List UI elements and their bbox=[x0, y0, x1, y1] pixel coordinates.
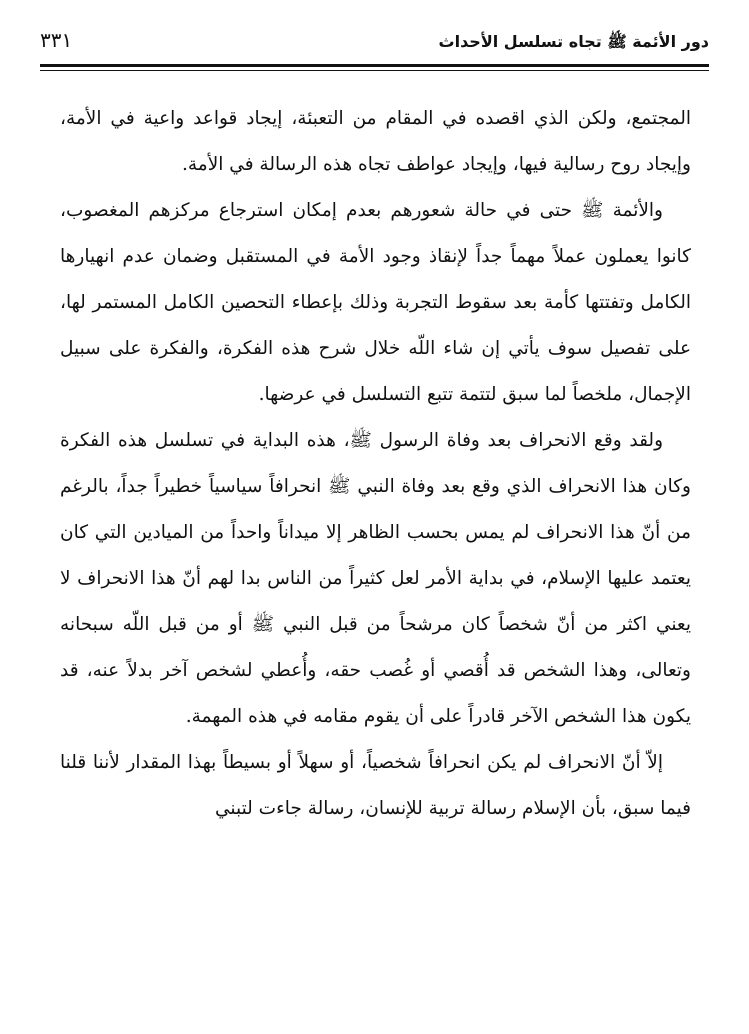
running-title: دور الأئمة ﷺ تجاه تسلسل الأحداث bbox=[438, 32, 709, 51]
header-rule-thick bbox=[40, 64, 709, 67]
paragraph: المجتمع، ولكن الذي اقصده في المقام من التعبئة، إيجاد قواعد واعية في الأمة، وإيجاد روح رسالية فيها، وإيجاد عواطف تجاه هذه الرسالة في الأمة. bbox=[60, 108, 691, 175]
header-rule-thin bbox=[40, 70, 709, 71]
paragraph: والأئمة ﷺ حتى في حالة شعورهم بعدم إمكان استرجاع مركزهم المغصوب، كانوا يعملون عملاً مهماً جداً لإنقاذ وجود الأمة في المستقبل وضمان عدم انهيارها الكامل وتفتتها كأمة بعد سقوط التجربة وذلك بإعطاء التحصين الكامل المستمر لها، على تفصيل سوف يأتي إن شاء اللّه خلال شرح هذه الفكرة، والفكرة على سبيل الإجمال، ملخصاً لما سبق لتتمة تتبع التسلسل في عرضها. bbox=[60, 200, 691, 405]
body-text bbox=[60, 96, 691, 832]
page-header bbox=[40, 18, 709, 62]
paragraph: إلاّ أنّ الانحراف لم يكن انحرافاً شخصياً، أو سهلاً أو بسيطاً بهذا المقدار لأننا قلنا فيما سبق، بأن الإسلام رسالة تربية للإنسان، رسالة جاءت لتبني bbox=[60, 752, 691, 819]
paragraph: ولقد وقع الانحراف بعد وفاة الرسول ﷺ، هذه البداية في تسلسل هذه الفكرة وكان هذا الانحراف الذي وقع بعد وفاة النبي ﷺ انحرافاً سياسياً خطيراً جداً، بالرغم من أنّ هذا الانحراف لم يمس بحسب الظاهر إلا ميداناً واحداً من الميادين التي كان يعتمد عليها الإسلام، في بداية الأمر لعل كثيراً من الناس بدا لهم أنّ هذا الانحراف لا يعني اكثر من أنّ شخصاً كان مرشحاً من قبل النبي ﷺ أو من قبل اللّه سبحانه وتعالى، وهذا الشخص قد أُقصي أو غُصب حقه، وأُعطي لشخص آخر بدلاً عنه، قد يكون هذا الشخص الآخر قادراً على أن يقوم مقامه في هذه المهمة. bbox=[60, 430, 691, 727]
page-number: ٣٣١ bbox=[40, 28, 73, 52]
